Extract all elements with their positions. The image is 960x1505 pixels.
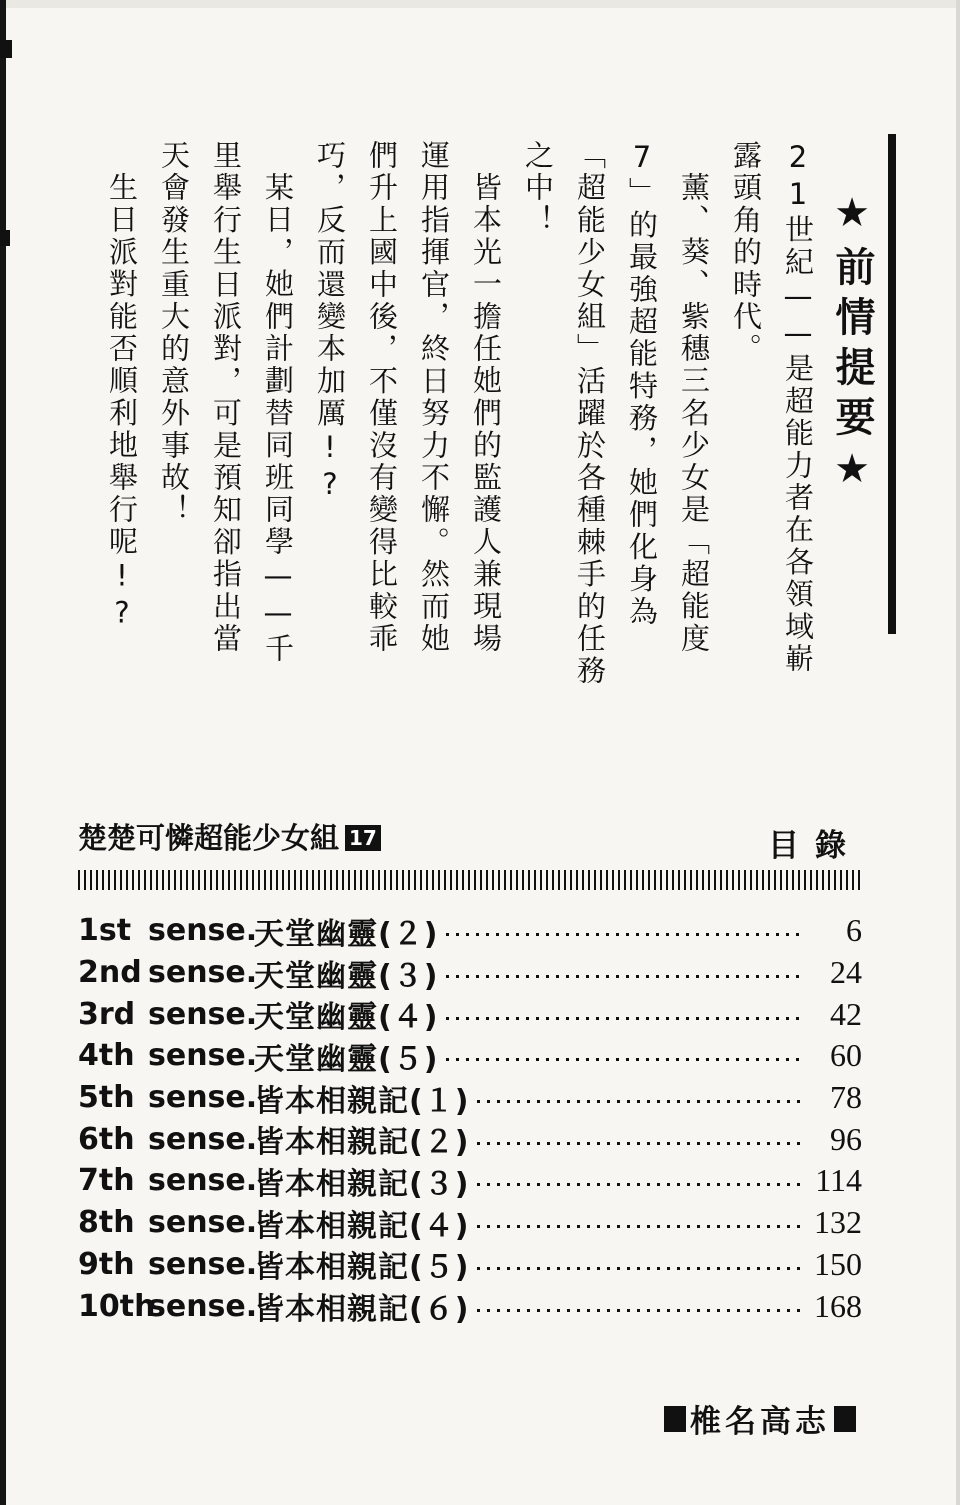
toc-entry[interactable] — [78, 1077, 862, 1119]
scan-edge-left — [0, 0, 6, 1505]
chapter-title: 皆本相親記(５) — [254, 1250, 470, 1286]
synopsis-column: 7」的最強超能特務，她們化身為 — [625, 140, 659, 628]
chapter-sense: sense. — [148, 1205, 258, 1241]
scan-edge-right — [956, 0, 960, 1505]
chapter-sense: sense. — [148, 1121, 258, 1157]
chapter-title: 皆本相親記(２) — [254, 1125, 470, 1161]
chapter-sense: sense. — [148, 913, 258, 949]
toc-entry[interactable] — [78, 993, 862, 1035]
toc-entry[interactable] — [78, 1244, 862, 1286]
chapter-number: 1st — [78, 913, 132, 949]
leader-dots — [477, 1267, 804, 1270]
toc-entry[interactable] — [78, 1285, 862, 1327]
chapter-title: 天堂幽靈(４) — [254, 1000, 439, 1036]
author-name: 椎名高志 — [690, 1404, 830, 1440]
synopsis-column: 薰、葵、紫穗三名少女是「超能度 — [677, 172, 711, 655]
chapter-number: 3rd — [78, 996, 136, 1032]
chapter-sense: sense. — [148, 1288, 258, 1324]
square-bullet-icon — [834, 1406, 856, 1432]
chapter-title: 天堂幽靈(３) — [254, 958, 439, 994]
chapter-number: 5th — [78, 1080, 135, 1116]
leader-dots — [477, 1183, 804, 1186]
book-title-text: 楚楚可憐超能少女組 — [78, 821, 340, 855]
author-credit — [664, 1396, 856, 1441]
synopsis-column: 「超能少女組」活躍於各種棘手的任務 — [573, 140, 607, 688]
chapter-sense: sense. — [148, 955, 258, 991]
chapter-page: 114 — [815, 1162, 862, 1199]
chapter-sense: sense. — [148, 1246, 258, 1282]
chapter-title: 皆本相親記(４) — [254, 1208, 470, 1244]
toc-list — [78, 910, 862, 1327]
chapter-number: 8th — [78, 1205, 135, 1241]
synopsis-rule — [888, 134, 896, 634]
square-bullet-icon — [664, 1406, 686, 1432]
leader-dots — [477, 1309, 804, 1312]
chapter-page: 150 — [814, 1245, 862, 1282]
toc-rule — [78, 870, 862, 890]
leader-dots — [446, 1058, 804, 1061]
book-title — [78, 816, 381, 857]
synopsis-column: 天會發生重大的意外事故！ — [157, 140, 191, 527]
chapter-number: 10th — [78, 1288, 156, 1324]
chapter-page: 132 — [814, 1204, 862, 1241]
synopsis-column: 巧，反而還變本加厲!? — [313, 140, 347, 505]
toc-entry[interactable] — [78, 952, 862, 994]
toc-entry[interactable] — [78, 910, 862, 952]
chapter-number: 2nd — [78, 955, 142, 991]
leader-dots — [446, 975, 804, 978]
scan-mark — [0, 230, 10, 246]
chapter-page: 6 — [846, 912, 862, 949]
leader-dots — [477, 1142, 804, 1145]
chapter-number: 7th — [78, 1163, 135, 1199]
chapter-title: 皆本相親記(３) — [254, 1166, 470, 1202]
synopsis-heading: ★前情提要★ — [829, 190, 875, 502]
chapter-number: 6th — [78, 1121, 135, 1157]
toc-entry[interactable] — [78, 1160, 862, 1202]
leader-dots — [477, 1225, 804, 1228]
synopsis-column: 露頭角的時代。 — [729, 140, 763, 366]
synopsis-column: 生日派對能否順利地舉行呢!? — [105, 172, 139, 633]
chapter-page: 96 — [830, 1120, 862, 1157]
leader-dots — [446, 933, 804, 936]
chapter-page: 78 — [830, 1079, 862, 1116]
synopsis-column: 21世紀——是超能力者在各領域嶄 — [781, 140, 815, 676]
toc-entry[interactable] — [78, 1118, 862, 1160]
toc-label: 目錄 — [768, 828, 862, 864]
volume-badge: 17 — [345, 825, 381, 851]
synopsis-column: 皆本光一擔任她們的監護人兼現場 — [469, 172, 503, 655]
chapter-title: 天堂幽靈(２) — [254, 916, 439, 952]
leader-dots — [477, 1100, 804, 1103]
chapter-title: 皆本相親記(１) — [254, 1083, 470, 1119]
chapter-sense: sense. — [148, 996, 258, 1032]
chapter-number: 4th — [78, 1038, 135, 1074]
toc-entry[interactable] — [78, 1202, 862, 1244]
scan-edge-top — [0, 0, 960, 8]
chapter-title: 皆本相親記(６) — [254, 1292, 470, 1328]
chapter-page: 24 — [830, 954, 862, 991]
synopsis-column: 某日，她們計劃替同班同學——千 — [261, 172, 295, 665]
synopsis-column: 運用指揮官，終日努力不懈。然而她 — [417, 140, 451, 656]
chapter-number: 9th — [78, 1246, 135, 1282]
synopsis-column: 們升上國中後，不僅沒有變得比較乖 — [365, 140, 399, 656]
chapter-sense: sense. — [148, 1163, 258, 1199]
chapter-page: 168 — [814, 1287, 862, 1324]
chapter-page: 60 — [830, 1037, 862, 1074]
chapter-title: 天堂幽靈(５) — [254, 1041, 439, 1077]
leader-dots — [446, 1017, 804, 1020]
synopsis-column: 之中！ — [521, 140, 555, 237]
chapter-sense: sense. — [148, 1038, 258, 1074]
scan-mark — [0, 40, 12, 58]
chapter-sense: sense. — [148, 1080, 258, 1116]
synopsis-section — [60, 140, 900, 688]
chapter-page: 42 — [830, 995, 862, 1032]
synopsis-column: 里舉行生日派對，可是預知卻指出當 — [209, 140, 243, 656]
toc-entry[interactable] — [78, 1035, 862, 1077]
